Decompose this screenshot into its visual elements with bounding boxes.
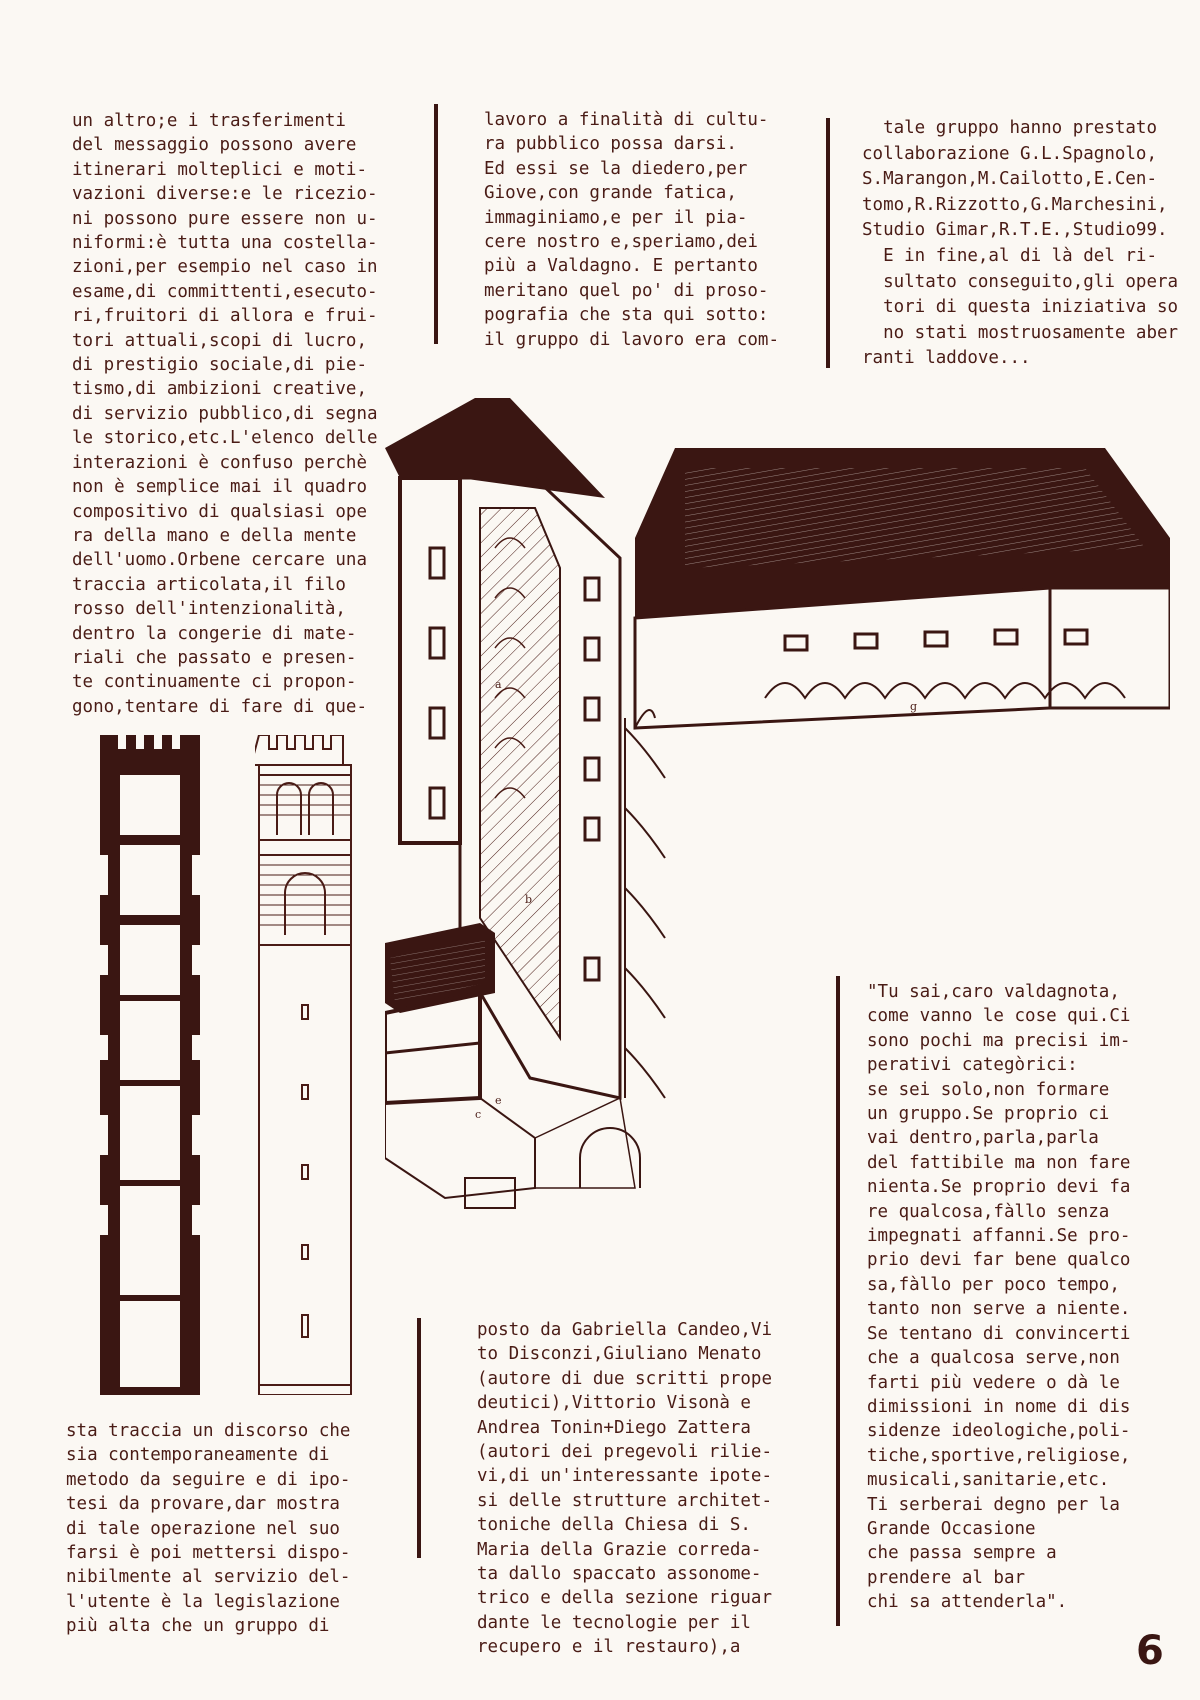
text-line: immaginiamo,e per il pia- xyxy=(484,207,748,228)
text-line: pografia che sta qui sotto: xyxy=(484,305,769,326)
text-line: musicali,sanitarie,etc. xyxy=(867,1470,1110,1491)
text-line: vazioni diverse:e le ricezio- xyxy=(72,184,378,205)
text-line: tori di questa iniziativa so xyxy=(862,297,1179,318)
text-line: (autore di due scritti prope xyxy=(477,1368,773,1389)
text-line: dell'uomo.Orbene cercare una xyxy=(72,550,368,571)
text-line: re qualcosa,fàllo senza xyxy=(867,1201,1110,1222)
column-rule-right-top xyxy=(826,118,830,368)
text-column-left-top xyxy=(72,109,378,719)
text-line: metodo da seguire e di ipo- xyxy=(66,1469,351,1490)
text-line: di servizio pubblico,di segna xyxy=(72,403,378,424)
text-line: si delle strutture architet- xyxy=(477,1490,773,1511)
text-line: ta dallo spaccato assonome- xyxy=(477,1564,762,1585)
text-line: esame,di committenti,esecuto- xyxy=(72,281,378,302)
drawing-label-a: a xyxy=(495,678,502,691)
drawing-label-b: b xyxy=(525,893,533,906)
text-line: nienta.Se proprio devi fa xyxy=(867,1177,1131,1198)
text-line: trico e della sezione riguar xyxy=(477,1588,773,1609)
drawing-label-g: g xyxy=(910,700,918,713)
text-line: Giove,con grande fatica, xyxy=(484,183,737,204)
text-line: di tale operazione nel suo xyxy=(66,1518,340,1539)
text-line: tomo,R.Rizzotto,G.Marchesini, xyxy=(862,194,1168,215)
text-line: posto da Gabriella Candeo,Vi xyxy=(477,1320,773,1340)
text-line: zioni,per esempio nel caso in xyxy=(72,257,378,278)
text-line: ra della mano e della mente xyxy=(72,525,357,546)
text-line: più a Valdagno. E pertanto xyxy=(484,256,758,277)
text-line: farti più vedere o dà le xyxy=(867,1372,1120,1393)
text-line: interazioni è confuso perchè xyxy=(72,452,368,473)
text-line: dentro la congerie di mate- xyxy=(72,623,357,644)
text-line: (autori dei pregevoli rilie- xyxy=(477,1442,773,1463)
text-line: impegnati affanni.Se pro- xyxy=(867,1226,1131,1247)
text-line: te continuamente ci propon- xyxy=(72,672,357,693)
text-line: tismo,di ambizioni creative, xyxy=(72,379,368,400)
text-line: sta traccia un discorso che xyxy=(66,1421,351,1441)
text-line: niformi:è tutta una costella- xyxy=(72,233,378,254)
text-line: toniche della Chiesa di S. xyxy=(477,1515,751,1536)
text-column-mid-bottom xyxy=(477,1318,772,1660)
text-line: Grande Occasione xyxy=(867,1518,1036,1539)
text-line: dimissioni in nome di dis xyxy=(867,1396,1131,1417)
text-line: non è semplice mai il quadro xyxy=(72,477,368,498)
text-line: Studio Gimar,R.T.E.,Studio99. xyxy=(862,220,1168,241)
drawing-label-c: c xyxy=(475,1108,482,1121)
text-column-mid-top xyxy=(484,108,779,352)
text-line: di prestigio sociale,di pie- xyxy=(72,355,368,376)
text-line: tesi da provare,dar mostra xyxy=(66,1494,340,1515)
text-line: ra pubblico possa darsi. xyxy=(484,134,737,155)
text-line: le storico,etc.L'elenco delle xyxy=(72,428,378,449)
text-line: chi sa attenderla". xyxy=(867,1592,1068,1613)
text-line: tanto non serve a niente. xyxy=(867,1299,1131,1320)
text-line: vi,di un'interessante ipote- xyxy=(477,1466,773,1487)
text-line: gono,tentare di fare di que- xyxy=(72,696,368,717)
text-line: sa,fàllo per poco tempo, xyxy=(867,1274,1120,1295)
text-line: sono pochi ma precisi im- xyxy=(867,1030,1131,1051)
text-line: un gruppo.Se proprio ci xyxy=(867,1104,1110,1125)
text-line: del fattibile ma non fare xyxy=(867,1152,1131,1173)
text-line: Se tentano di convincerti xyxy=(867,1323,1131,1344)
text-line: sultato conseguito,gli opera xyxy=(862,271,1179,292)
roof-tower-block xyxy=(385,398,605,498)
text-line: prio devi far bene qualco xyxy=(867,1250,1131,1271)
text-line: più alta che un gruppo di xyxy=(66,1616,330,1637)
text-line: recupero e il restauro),a xyxy=(477,1637,741,1658)
text-column-left-bottom xyxy=(66,1419,350,1639)
text-line: che passa sempre a xyxy=(867,1543,1057,1564)
text-line: ni possono pure essere non u- xyxy=(72,208,378,229)
text-line: vai dentro,parla,parla xyxy=(867,1128,1099,1149)
text-line: Andrea Tonin+Diego Zattera xyxy=(477,1417,751,1438)
column-rule-mid-top xyxy=(434,104,438,344)
text-line: meritano quel po' di proso- xyxy=(484,280,769,301)
text-line: l'utente è la legislazione xyxy=(66,1591,340,1612)
text-line: "Tu sai,caro valdagnota, xyxy=(867,982,1120,1002)
tower-elevation-drawing xyxy=(255,735,355,1395)
text-line: to Disconzi,Giuliano Menato xyxy=(477,1344,762,1365)
text-line: un altro;e i trasferimenti xyxy=(72,111,346,131)
text-line: no stati mostruosamente aber xyxy=(862,322,1179,343)
tower-section-drawing xyxy=(100,735,200,1395)
text-line: Maria della Grazie correda- xyxy=(477,1539,762,1560)
page-number: 6 xyxy=(1136,1628,1164,1674)
text-line: ri,fruitori di allora e frui- xyxy=(72,306,378,327)
text-line: itinerari molteplici e moti- xyxy=(72,159,368,180)
text-line: perativi categòrici: xyxy=(867,1055,1078,1076)
text-line: rosso dell'intenzionalità, xyxy=(72,599,346,620)
text-line: collaborazione G.L.Spagnolo, xyxy=(862,143,1158,164)
text-line: E in fine,al di là del ri- xyxy=(862,245,1158,266)
text-line: tale gruppo hanno prestato xyxy=(862,118,1158,138)
text-line: cere nostro e,speriamo,dei xyxy=(484,232,758,253)
text-line: traccia articolata,il filo xyxy=(72,574,346,595)
column-rule-mid-bottom xyxy=(417,1318,421,1558)
text-line: prendere al bar xyxy=(867,1567,1026,1588)
text-line: compositivo di qualsiasi ope xyxy=(72,501,368,522)
text-line: nibilmente al servizio del- xyxy=(66,1567,351,1588)
text-line: Ti serberai degno per la xyxy=(867,1494,1120,1515)
text-line: sidenze ideologiche,poli- xyxy=(867,1421,1131,1442)
text-line: deutici),Vittorio Visonà e xyxy=(477,1393,751,1414)
text-line: che a qualcosa serve,non xyxy=(867,1348,1120,1369)
text-line: riali che passato e presen- xyxy=(72,647,357,668)
text-line: lavoro a finalità di cultu- xyxy=(484,110,769,130)
text-line: ranti laddove... xyxy=(862,348,1031,369)
text-line: del messaggio possono avere xyxy=(72,135,357,156)
text-line: sia contemporaneamente di xyxy=(66,1445,330,1466)
axonometric-church-drawing xyxy=(385,398,1170,1268)
text-line: il gruppo di lavoro era com- xyxy=(484,329,780,350)
text-line: dante le tecnologie per il xyxy=(477,1612,751,1633)
text-line: tori attuali,scopi di lucro, xyxy=(72,330,368,351)
drawing-label-e: e xyxy=(495,1094,502,1107)
text-line: Ed essi se la diedero,per xyxy=(484,158,748,179)
text-line: farsi è poi mettersi dispo- xyxy=(66,1543,351,1564)
text-line: tiche,sportive,religiose, xyxy=(867,1445,1131,1466)
text-line: come vanno le cose qui.Ci xyxy=(867,1006,1131,1027)
text-line: se sei solo,non formare xyxy=(867,1079,1110,1100)
text-line: S.Marangon,M.Cailotto,E.Cen- xyxy=(862,169,1158,190)
text-column-right-top xyxy=(862,116,1178,372)
